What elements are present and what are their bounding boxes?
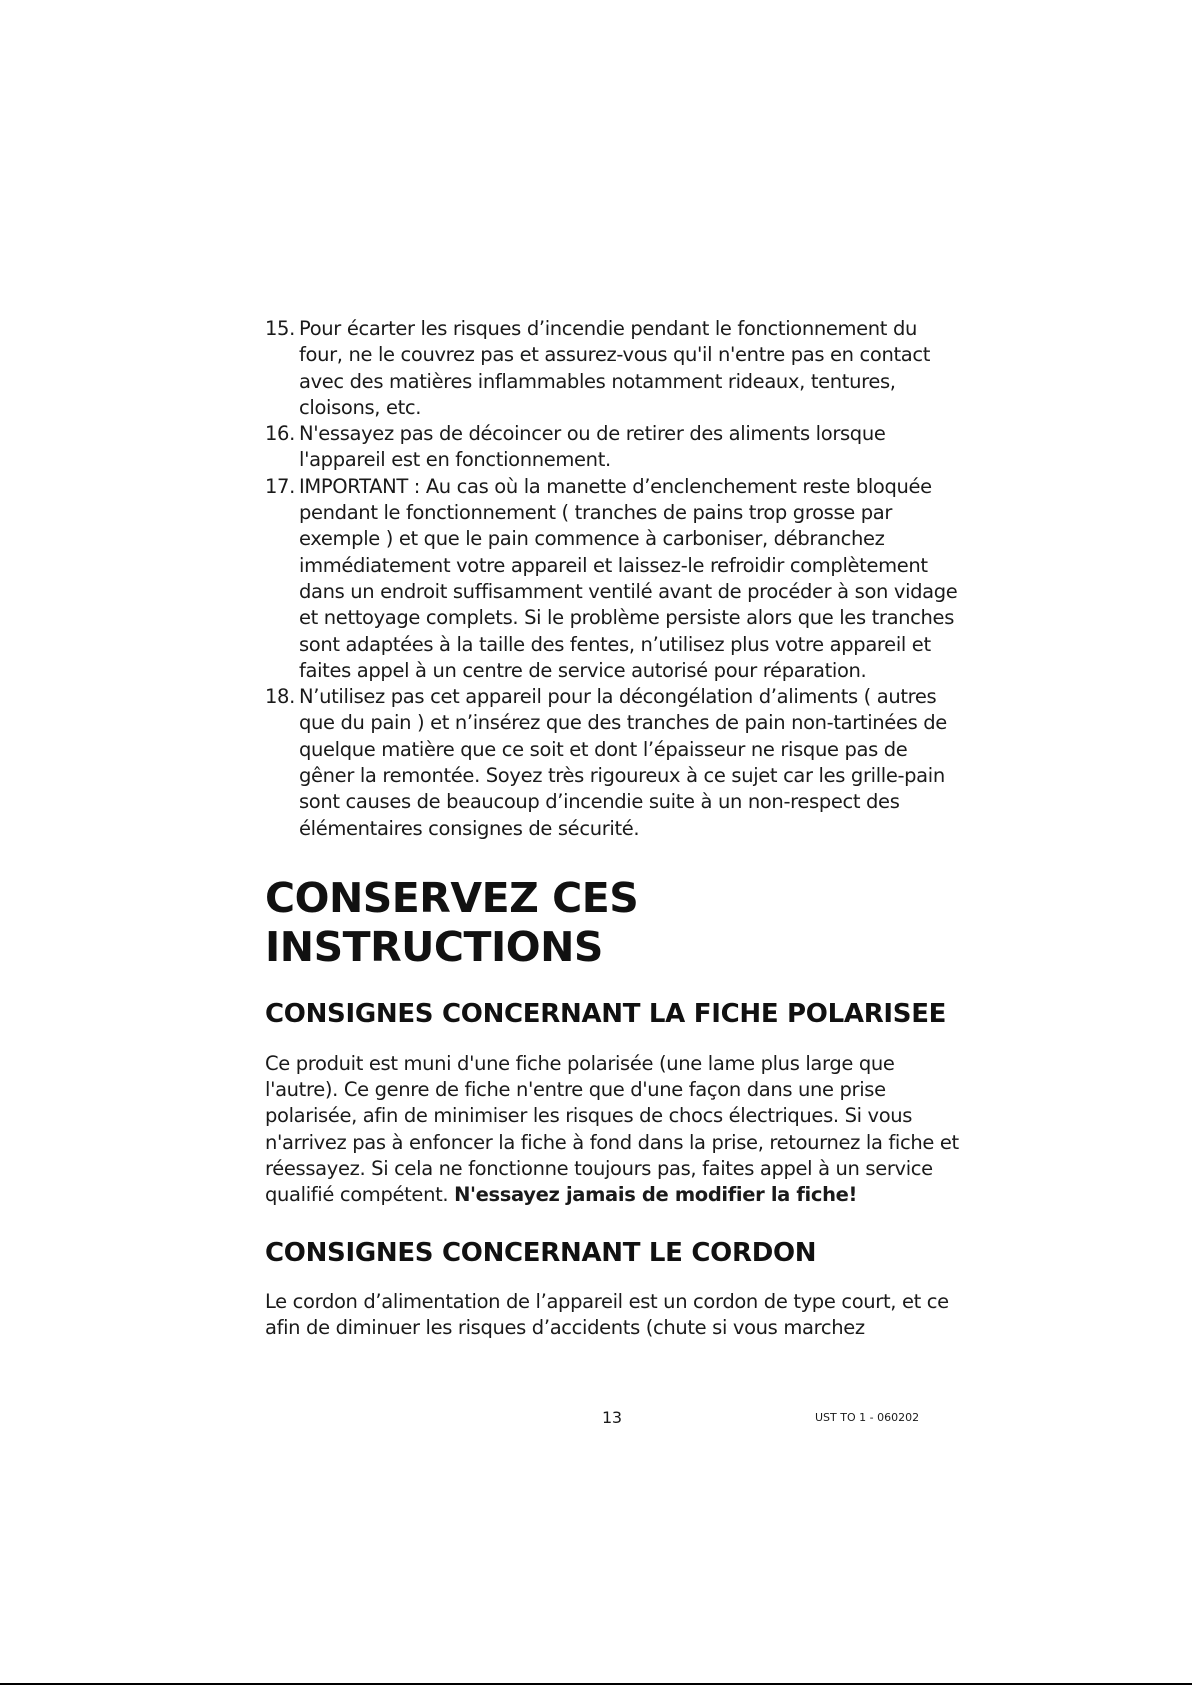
polarized-plug-paragraph bbox=[265, 1051, 965, 1209]
list-item-number: 16. bbox=[265, 422, 295, 446]
page-content bbox=[265, 316, 965, 1342]
list-item-number: 15. bbox=[265, 317, 295, 340]
cord-paragraph: Le cordon d’alimentation de l’appareil est un cordon de type court, et ce afin de diminuer les risques d’accidents (chute si vous marchez bbox=[265, 1290, 949, 1340]
list-item-text: N’utilisez pas cet appareil pour la décongélation d’aliments ( autres que du pain ) et n’insérez que des tranches de pain non-tartinées de quelque matière que ce soit et dont l’épaisseur ne risque pas de gêner la remontée. Soyez très rigoureux à ce sujet car les grille-pain sont causes de beaucoup d’incendie suite à un non-respect des élémentaires consignes de sécurité. bbox=[299, 685, 947, 840]
list-item bbox=[265, 421, 965, 474]
list-item bbox=[265, 316, 965, 421]
polarized-plug-warning: N'essayez jamais de modifier la fiche! bbox=[454, 1183, 858, 1207]
list-item bbox=[265, 474, 965, 684]
cord-heading: CONSIGNES CONCERNANT LE CORDON bbox=[265, 1237, 817, 1268]
list-item-number: 18. bbox=[265, 685, 295, 709]
list-item-text: Pour écarter les risques d’incendie pendant le fonctionnement du four, ne le couvrez pas et assurez-vous qu'il n'entre pas en contact avec des matières inflammables notamment rideaux, tentures, cloisons, etc. bbox=[299, 317, 931, 419]
list-item-text: N'essayez pas de décoincer ou de retirer des aliments lorsque l'appareil est en fonctionnement. bbox=[299, 422, 886, 472]
polarized-plug-heading: CONSIGNES CONCERNANT LA FICHE POLARISEE bbox=[265, 999, 947, 1030]
main-heading: CONSERVEZ CES INSTRUCTIONS bbox=[265, 873, 639, 972]
list-item bbox=[265, 684, 965, 842]
list-item-number: 17. bbox=[265, 474, 295, 498]
safety-instructions-list bbox=[265, 316, 965, 842]
polarized-plug-text: Ce produit est muni d'une fiche polarisée (une lame plus large que l'autre). Ce genre de fiche n'entre que d'une façon dans une prise polarisée, afin de minimiser les risques de chocs électriques. Si vous n'arrivez pas à enfoncer la fiche à fond dans la prise, retournez la fiche et réessayez. Si cela ne fonctionne toujours pas, faites appel à un service qualifié compétent. bbox=[265, 1051, 959, 1207]
page-number: 13 bbox=[602, 1408, 622, 1427]
document-code: UST TO 1 - 060202 bbox=[815, 1411, 920, 1424]
list-item-text: IMPORTANT : Au cas où la manette d’enclenchement reste bloquée pendant le fonctionnement ( tranches de pains trop grosse par exemple ) et que le pain commence à carboniser, débranchez immédiatement votre appareil et laissez-le refroidir complètement dans un endroit suffisamment ventilé avant de procéder à son vidage et nettoyage complets. Si le problème persiste alors que les tranches sont adaptées à la taille des fentes, n’utilisez plus votre appareil et faites appel à un centre de service autorisé pour réparation. bbox=[299, 474, 958, 682]
